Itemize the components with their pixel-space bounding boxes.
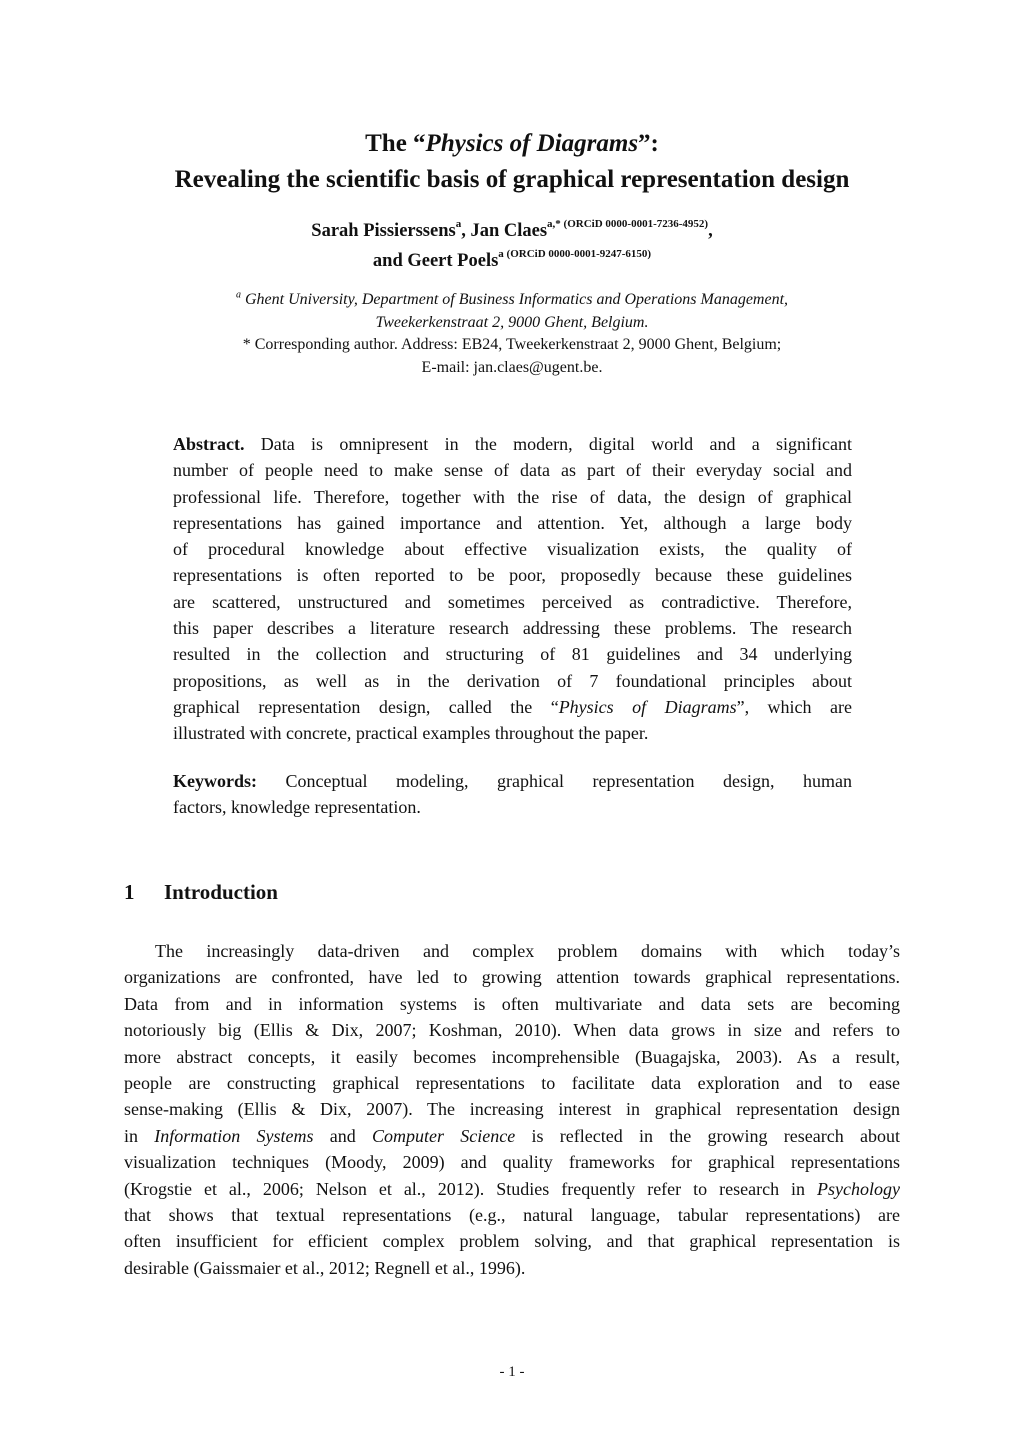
body-emphasis: Computer Science (372, 1125, 516, 1146)
keywords-label: Keywords: (173, 771, 257, 791)
author-line-1 (60, 216, 964, 246)
abstract-text: graphical representation design, called the “ (173, 696, 559, 717)
keywords-line (173, 768, 852, 794)
body-emphasis: Information Systems (154, 1125, 314, 1146)
title-prefix: The “ (365, 130, 426, 157)
body-line: notoriously big (Ellis & Dix, 2007; Koshman, 2010). When data grows in size and refers to (124, 1020, 900, 1041)
abstract-line: this paper describes a literature research addressing these problems. The research (173, 618, 852, 639)
body-line: often insufficient for efficient complex problem solving, and that graphical representation is (124, 1231, 900, 1252)
abstract-line: resulted in the collection and structuring of 81 guidelines and 34 underlying (173, 644, 852, 665)
section-title: Introduction (164, 880, 278, 904)
introduction-paragraph (124, 938, 900, 1281)
abstract-line: number of people need to make sense of data as part of their everyday social and (173, 460, 852, 481)
section-heading (124, 877, 278, 907)
keywords-line: factors, knowledge representation. (173, 797, 421, 818)
abstract-text: Data is omnipresent in the modern, digital world and a significant (244, 434, 852, 454)
abstract-line: of procedural knowledge about effective visualization exists, the quality of (173, 539, 852, 560)
abstract-emphasis: Physics of Diagrams (558, 696, 737, 717)
author-affiliation-mark: a (455, 217, 462, 230)
author-list (60, 216, 964, 276)
author-orcid: a,* (ORCiD 0000-0001-7236-4952) (547, 217, 709, 230)
body-line: The increasingly data-driven and complex problem domains with which today’s (155, 941, 900, 961)
abstract-text: ”, which are (736, 696, 852, 717)
body-line: people are constructing graphical representations to facilitate data exploration and to ease (124, 1073, 900, 1094)
body-emphasis: Psychology (817, 1178, 900, 1199)
abstract-line (173, 431, 852, 457)
abstract (173, 431, 852, 747)
author-name: , Jan Claes (461, 221, 548, 241)
author-email: E-mail: jan.claes@ugent.be. (421, 358, 603, 376)
abstract-line: representations is often reported to be poor, proposedly because these guidelines (173, 565, 852, 586)
abstract-label: Abstract. (173, 434, 245, 454)
keywords (173, 768, 852, 821)
body-line (124, 1123, 900, 1149)
abstract-line: are scattered, unstructured and sometimes perceived as contradictive. Therefore, (173, 591, 852, 612)
author-orcid: a (ORCiD 0000-0001-9247-6150) (498, 247, 652, 260)
affiliation-text: Ghent University, Department of Business Informatics and Operations Management, (240, 291, 789, 308)
body-line: visualization techniques (Moody, 2009) and quality frameworks for graphical representations (124, 1152, 900, 1173)
author-line-2 (60, 246, 964, 276)
title-suffix: ”: (638, 130, 659, 157)
author-name: and Geert Poels (372, 251, 499, 271)
abstract-line: professional life. Therefore, together with the rise of data, the design of graphical (173, 486, 852, 507)
author-name: Sarah Pissierssens (311, 221, 456, 241)
keywords-text: Conceptual modeling, graphical representation design, human (257, 771, 852, 791)
body-text: and (313, 1125, 373, 1146)
body-line: organizations are confronted, have led to growing attention towards graphical representations. (124, 967, 900, 988)
body-text: in (124, 1125, 155, 1146)
body-line: sense-making (Ellis & Dix, 2007). The increasing interest in graphical representation design (124, 1099, 900, 1120)
abstract-line: representations has gained importance and attention. Yet, although a large body (173, 512, 852, 533)
title-line-1 (60, 126, 964, 162)
title-italic: Physics of Diagrams (425, 130, 639, 157)
body-line: Data from and in information systems is often multivariate and data sets are becoming (124, 993, 900, 1014)
body-text: is reflected in the growing research about (515, 1125, 900, 1146)
body-line: desirable (Gaissmaier et al., 2012; Regnell et al., 1996). (124, 1257, 526, 1278)
affiliation-line-1 (60, 289, 964, 312)
abstract-line: propositions, as well as in the derivation of 7 foundational principles about (173, 670, 852, 691)
paper-title (60, 126, 964, 198)
abstract-line (173, 694, 852, 720)
affiliation-mark: a (235, 289, 241, 301)
body-line: that shows that textual representations (e.g., natural language, tabular representations) are (124, 1205, 900, 1226)
body-text: (Krogstie et al., 2006; Nelson et al., 2012). Studies frequently refer to research in (124, 1178, 818, 1199)
author-separator: , (708, 221, 713, 241)
affiliation-line-2: Tweekerkenstraat 2, 9000 Ghent, Belgium. (375, 313, 649, 331)
body-line (124, 1176, 900, 1202)
corresponding-author: * Corresponding author. Address: EB24, Tweekerkenstraat 2, 9000 Ghent, Belgium; (242, 336, 782, 353)
body-line: more abstract concepts, it easily becomes incomprehensible (Buagajska, 2003). As a result, (124, 1046, 900, 1067)
affiliation-block (60, 289, 964, 379)
section-number: 1 (124, 880, 135, 904)
page-number: - 1 - (499, 1364, 525, 1380)
title-line-2: Revealing the scientific basis of graphical representation design (174, 166, 850, 193)
abstract-line: illustrated with concrete, practical examples throughout the paper. (173, 723, 649, 744)
